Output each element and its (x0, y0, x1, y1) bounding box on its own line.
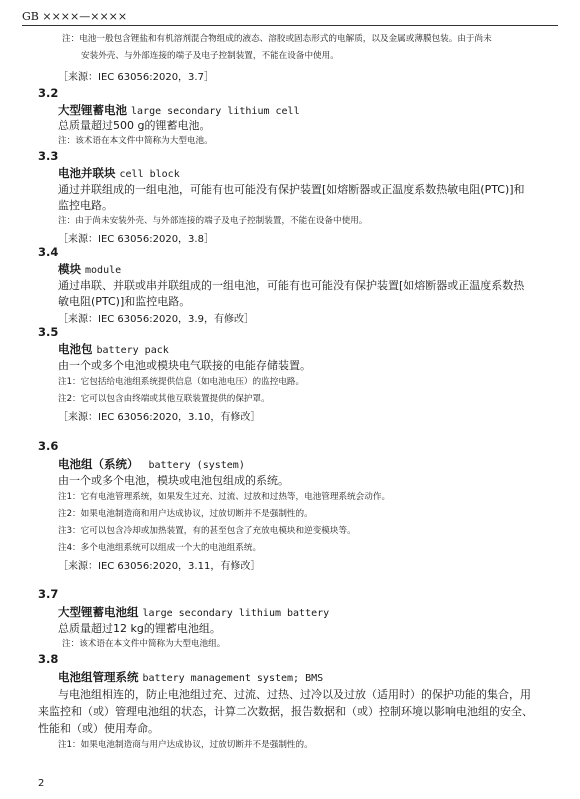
term-chinese: 模块 (58, 262, 81, 276)
clause-number: 3.8 (38, 652, 59, 666)
definition-line: 敏电阻(PTC)]和监控电路。 (58, 295, 191, 308)
source-reference: ［来源：IEC 63056:2020，3.9，有修改］ (58, 314, 254, 325)
standard-header: GB ××××—×××× (22, 10, 128, 23)
term-english: module (85, 265, 122, 276)
header-divider (22, 25, 558, 26)
definition: 由一个或多个电池，模块或电池包组成的系统。 (58, 474, 289, 487)
definition-line: 与电池组相连的，防止电池组过充、过流、过热、过冷以及过放（适用时）的保护功能的集合，用 (58, 688, 531, 701)
definition-line: 通过并联组成的一组电池，可能有也可能没有保护装置[如熔断器或正温度系数热敏电阻(PTC)]和 (58, 183, 525, 196)
definition: 由一个或多个电池或模块电气联接的电能存储装置。 (58, 359, 311, 372)
term-chinese: 大型锂蓄电池组 (58, 605, 139, 619)
definition-line: 通过串联、并联或串并联组成的一组电池，可能有也可能没有保护装置[如熔断器或正温度系数热 (58, 279, 525, 292)
definition: 总质量超过12 kg的锂蓄电池组。 (58, 622, 221, 635)
term-title (58, 165, 180, 181)
term-english: battery pack (96, 345, 169, 356)
note: 注2：它可以包含由终端或其他互联装置提供的保护罩。 (58, 394, 270, 404)
definition-line: 监控电路。 (58, 199, 113, 212)
term-chinese: 电池包 (58, 342, 93, 356)
clause-number: 3.3 (38, 149, 59, 163)
note: 注2：如果电池制造商和用户达成协议，过放切断并不是强制性的。 (58, 509, 313, 519)
note-line: 注：电池一般包含锂盐和有机溶剂混合物组成的液态、溶胶或固态形式的电解质，以及金属或薄膜包装。由于尚未 (62, 34, 492, 44)
source-reference: ［来源：IEC 63056:2020，3.10，有修改］ (58, 412, 261, 423)
definition: 总质量超过500 g的锂蓄电池。 (58, 119, 211, 132)
clause-number: 3.5 (38, 325, 59, 339)
term-chinese: 大型锂蓄电池 (58, 103, 127, 117)
note: 注4：多个电池组系统可以组成一个大的电池组系统。 (58, 543, 262, 553)
clause-number: 3.7 (38, 587, 59, 601)
source-reference: ［来源：IEC 63056:2020，3.11，有修改］ (58, 561, 261, 572)
note: 注：该术语在本文件中简称为大型电池。 (58, 136, 213, 146)
note-line: 安装外壳、与外部连接的端子及电子控制装置，不能在设备中使用。 (81, 51, 339, 61)
term-title (58, 669, 323, 685)
definition-line: 性能和（或）使用寿命。 (38, 722, 159, 735)
definition-line: 来监控和（或）管理电池组的状态，计算二次数据，报告数据和（或）控制环境以影响电池组的安全、 (38, 705, 533, 718)
term-chinese: 电池组管理系统 (58, 670, 139, 684)
note: 注：该术语在本文件中简称为大型电池组。 (62, 639, 226, 649)
note: 注：由于尚未安装外壳、与外部连接的端子及电子控制装置，不能在设备中使用。 (58, 216, 368, 226)
clause-number: 3.4 (38, 245, 59, 259)
term-english: battery management system; BMS (142, 673, 324, 684)
term-english: large secondary lithium cell (131, 106, 300, 117)
term-title (58, 604, 329, 620)
source-reference: ［来源：IEC 63056:2020，3.7］ (58, 72, 214, 83)
term-english: battery (system) (148, 460, 245, 471)
clause-number: 3.6 (38, 439, 59, 453)
note: 注1：它有电池管理系统，如果发生过充、过流、过放和过热等，电池管理系统会动作。 (58, 492, 391, 502)
term-chinese: 电池组（系统） (58, 457, 139, 471)
source-reference: ［来源：IEC 63056:2020，3.8］ (58, 234, 214, 245)
page-number: 2 (38, 778, 45, 789)
clause-number: 3.2 (38, 86, 59, 100)
term-chinese: 电池并联块 (58, 166, 116, 180)
note: 注1：如果电池制造商与用户达成协议，过放切断并不是强制性的。 (58, 740, 313, 750)
term-title (58, 261, 121, 277)
term-english: cell block (119, 169, 180, 180)
term-title (58, 456, 245, 472)
term-title (58, 102, 300, 118)
term-title (58, 341, 169, 357)
note: 注1：它包括给电池组系统提供信息（如电池电压）的监控电路。 (58, 377, 305, 387)
note: 注3：它可以包含冷却或加热装置，有的甚至包含了充放电模块和逆变模块等。 (58, 526, 356, 536)
term-english: large secondary lithium battery (142, 608, 330, 619)
